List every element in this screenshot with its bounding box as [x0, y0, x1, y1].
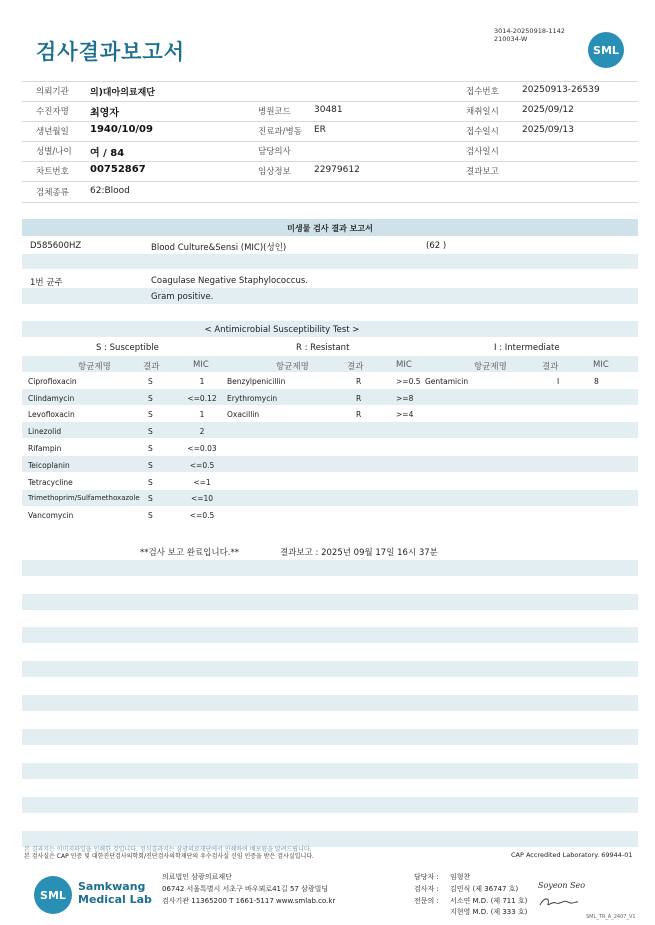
drug-name: Clindamycin — [28, 394, 75, 403]
section-title: 미생물 검사 결과 보고서 — [287, 224, 373, 233]
document-id — [494, 27, 565, 43]
drug-name: Teicoplanin — [28, 461, 70, 470]
col-drug-header: 항균제명 — [276, 362, 309, 372]
row-band — [22, 560, 638, 576]
drug-name: Oxacillin — [227, 410, 260, 419]
col-mic-header: MIC — [396, 360, 412, 370]
divider — [22, 101, 638, 102]
notice-accreditation: 본 검사실은 CAP 인증 및 대한진단검사의학회/진단검사의학재단의 우수검사실 신임 인증을 받은 검사실입니다. — [24, 853, 314, 860]
row-band — [22, 729, 638, 745]
drug-mic: 1 — [199, 410, 205, 419]
row-band — [22, 763, 638, 779]
legend-resistant: R : Resistant — [296, 343, 350, 353]
drug-mic: <=1 — [193, 478, 211, 487]
ast-title: < Antimicrobial Susceptibility Test > — [204, 325, 360, 335]
drug-name: Gentamicin — [425, 377, 469, 386]
drug-mic: <=0.03 — [187, 444, 217, 453]
drug-mic: <=0.5 — [189, 511, 215, 520]
col-mic-header: MIC — [193, 360, 209, 370]
dob-value: 1940/10/09 — [90, 124, 153, 135]
row-band — [22, 288, 638, 304]
organism-label: 1번 균주 — [30, 278, 63, 288]
drug-mic: <=0.5 — [189, 461, 215, 470]
sex-age-label: 성별/나이 — [36, 147, 72, 157]
divider — [22, 81, 638, 82]
drug-mic: <=10 — [190, 494, 214, 503]
row-band — [22, 456, 638, 472]
chart-no-label: 차트번호 — [36, 167, 69, 177]
drug-result: S — [148, 427, 153, 436]
test-code-suffix: (62 ) — [426, 241, 447, 251]
org-address: 06742 서울특별시 서초구 바우뫼로41길 57 삼광빌딩 — [162, 885, 329, 893]
drug-result: S — [148, 394, 153, 403]
drug-result: R — [356, 394, 362, 403]
brand-line1: Samkwang — [78, 880, 146, 893]
test-code: D585600HZ — [30, 241, 82, 251]
cap-accreditation: CAP Accredited Laboratory. 69944-01 — [511, 851, 633, 859]
tester-value: 김민식 (제 36747 호) — [450, 885, 519, 893]
dept-value: ER — [314, 125, 326, 135]
drug-mic: <=0.12 — [187, 394, 217, 403]
drug-name: Erythromycin — [227, 394, 278, 403]
drug-result: S — [148, 461, 153, 470]
document-id-line1: 3014-20250918-1142 — [494, 27, 565, 35]
drug-name: Rifampin — [28, 444, 62, 453]
drug-name: Ciprofloxacin — [28, 377, 77, 386]
drug-result: S — [148, 444, 153, 453]
drug-name: Linezolid — [28, 427, 62, 436]
clinical-label: 임상정보 — [258, 167, 291, 177]
legend-intermediate: I : Intermediate — [494, 343, 560, 353]
drug-result: S — [148, 410, 153, 419]
drug-mic: 8 — [594, 377, 599, 386]
drug-result: R — [356, 410, 362, 419]
document-id-line2: 210034-W — [494, 35, 528, 43]
drug-name: Tetracycline — [28, 478, 73, 487]
row-band — [22, 254, 638, 269]
brand-line2: Medical Lab — [78, 893, 152, 906]
col-result-header: 결과 — [347, 362, 364, 372]
row-band — [22, 389, 638, 405]
row-band — [22, 695, 638, 711]
drug-name: Benzylpenicillin — [227, 377, 286, 386]
drug-name: Levofloxacin — [28, 410, 75, 419]
col-mic-header: MIC — [593, 360, 609, 370]
brand-name — [78, 880, 152, 906]
divider — [22, 181, 638, 182]
test-name: Blood Culture&Sensi (MIC)(성인) — [151, 243, 287, 253]
notice-image: 본 결과지는 이미지파일을 인쇄한 것입니다. 정식결과지는 삼광의료재단에서 인쇄하여 배포됨을 알려드립니다. — [24, 846, 312, 853]
sex-age-value: 여 / 84 — [90, 148, 125, 159]
doctor-label: 담당의사 — [258, 147, 291, 157]
sml-logo: SML — [34, 876, 72, 914]
row-band — [22, 661, 638, 677]
drug-name: Trimethoprim/Sulfamethoxazole — [28, 494, 140, 502]
drug-mic: 1 — [199, 377, 205, 386]
receipt-date-value: 2025/09/13 — [522, 125, 574, 135]
drug-result: S — [148, 377, 153, 386]
tester-label: 검사자 : — [414, 885, 439, 893]
divider — [22, 141, 638, 142]
resp-label: 담당자 : — [414, 873, 439, 881]
row-band — [22, 797, 638, 813]
collect-date-value: 2025/09/12 — [522, 105, 574, 115]
org-name: 의료법인 삼광의료재단 — [162, 873, 232, 881]
expert-label: 전문의 : — [414, 897, 439, 905]
receipt-no-label: 접수번호 — [466, 87, 499, 97]
sml-logo: SML — [588, 32, 624, 68]
receipt-date-label: 접수일시 — [466, 127, 499, 137]
drug-result: S — [148, 478, 153, 487]
expert-value-2: 지현영 M.D. (제 333 호) — [450, 908, 528, 916]
signature-mark — [538, 895, 580, 909]
collect-date-label: 채취일시 — [466, 107, 499, 117]
row-band — [22, 422, 638, 438]
drug-name: Vancomycin — [28, 511, 74, 520]
drug-result: R — [356, 377, 362, 386]
drug-mic: >=0.5 — [396, 377, 421, 386]
report-time: 결과보고 : 2025년 09월 17일 16시 37분 — [280, 548, 438, 558]
organism-name: Coagulase Negative Staphylococcus. — [151, 276, 308, 286]
divider — [22, 161, 638, 162]
specimen-label: 검체종류 — [36, 188, 69, 198]
legend-susceptible: S : Susceptible — [96, 343, 159, 353]
chart-no-value: 00752867 — [90, 164, 146, 175]
dept-label: 진료과/병동 — [258, 127, 302, 137]
name-value: 최영자 — [90, 108, 119, 119]
specimen-value: 62:Blood — [90, 186, 130, 196]
expert-value-1: 서소연 M.D. (제 711 호) — [450, 897, 528, 905]
hospital-code-value: 30481 — [314, 105, 343, 115]
hospital-label: 의뢰기관 — [36, 87, 69, 97]
hospital-value: 의)대아의료재단 — [90, 88, 155, 98]
organism-gram: Gram positive. — [151, 292, 214, 302]
divider — [22, 202, 638, 203]
drug-result: S — [148, 494, 153, 503]
drug-mic: >=4 — [396, 410, 414, 419]
drug-mic: >=8 — [396, 394, 414, 403]
hospital-code-label: 병원코드 — [258, 107, 291, 117]
row-band — [22, 594, 638, 610]
report-label: 결과보고 — [466, 167, 499, 177]
drug-result: S — [148, 511, 153, 520]
col-result-header: 결과 — [143, 362, 160, 372]
page-title: 검사결과보고서 — [36, 40, 186, 64]
divider — [22, 121, 638, 122]
drug-result: I — [557, 377, 560, 386]
test-date-label: 검사일시 — [466, 147, 499, 157]
clinical-value: 22979612 — [314, 165, 360, 175]
col-drug-header: 항균제명 — [78, 362, 111, 372]
dob-label: 생년월일 — [36, 127, 69, 137]
completion-text: **검사 보고 완료입니다.** — [140, 548, 240, 558]
resp-value: 임형찬 — [450, 873, 471, 881]
col-drug-header: 항균제명 — [474, 362, 507, 372]
signature: Soyeon Seo — [538, 881, 586, 890]
receipt-no-value: 20250913-26539 — [522, 85, 600, 95]
drug-mic: 2 — [199, 427, 205, 436]
name-label: 수진자명 — [36, 107, 69, 117]
form-code: SML_TR_A_2407_V1 — [586, 914, 636, 920]
org-contact: 검사기관 11365200 T 1661-5117 www.smlab.co.kr — [162, 897, 336, 905]
col-result-header: 결과 — [542, 362, 559, 372]
row-band — [22, 627, 638, 643]
